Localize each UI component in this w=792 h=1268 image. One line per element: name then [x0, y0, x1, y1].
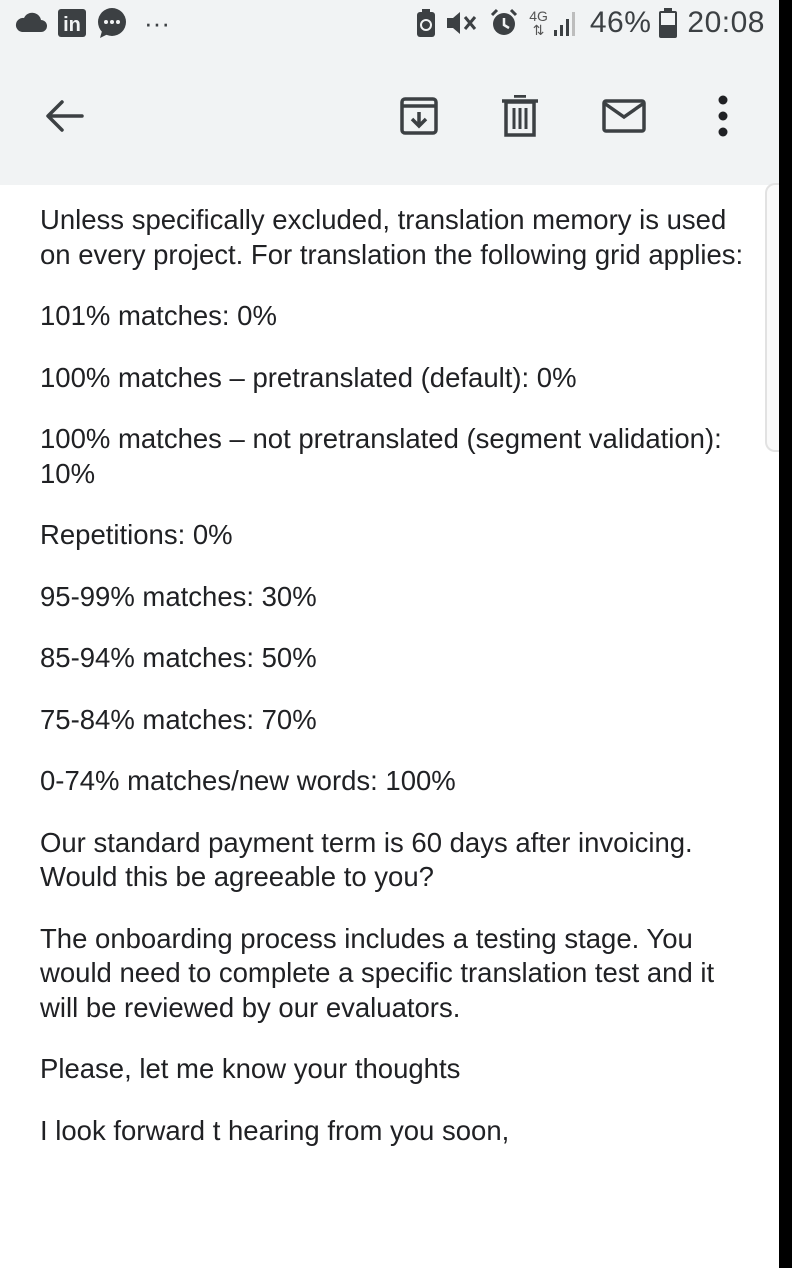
mark-unread-button[interactable] [598, 90, 650, 142]
email-paragraph: I look forward t hearing from you soon, [40, 1114, 510, 1146]
email-paragraph: Our standard payment term is 60 days after invoicing. Would this be agreeable to you? [40, 826, 693, 892]
more-options-button[interactable] [697, 90, 749, 142]
save-battery-icon [417, 9, 435, 37]
more-notifications-icon: ··· [144, 7, 170, 38]
chat-bubble-icon [96, 7, 128, 39]
delete-icon [501, 95, 539, 137]
email-paragraph: Unless specifically excluded, translation memory is used on every project. For translation the following grid applies: [40, 204, 744, 270]
email-paragraph: 0-74% matches/new words: 100% [40, 765, 456, 796]
mark-unread-icon [602, 99, 646, 133]
email-paragraph: 75-84% matches: 70% [40, 703, 317, 735]
email-body [40, 203, 755, 1175]
alarm-icon [489, 8, 519, 38]
scrollbar[interactable] [765, 183, 779, 452]
email-paragraph: 100% matches – pretranslated (default): 0% [40, 361, 577, 393]
battery-icon [659, 8, 677, 38]
email-paragraph: 100% matches – not pretranslated (segment validation): 10% [40, 423, 722, 489]
email-app-bar [0, 46, 779, 185]
signal-icon [554, 10, 580, 36]
status-bar [0, 0, 779, 46]
battery-percent: 46% [589, 6, 652, 39]
network-type: 4G ⇅ [529, 8, 548, 38]
email-paragraph: Please, let me know your thoughts [40, 1053, 461, 1084]
email-paragraph: Repetitions: 0% [40, 519, 233, 550]
back-arrow-icon [44, 99, 84, 133]
back-button[interactable] [38, 90, 90, 142]
linkedin-label: in [63, 14, 81, 36]
cloud-icon [14, 12, 48, 34]
delete-button[interactable] [494, 90, 546, 142]
email-paragraph: 95-99% matches: 30% [40, 580, 317, 612]
email-paragraph: The onboarding process includes a testing stage. You would need to complete a specific translation test and it will be reviewed by our evaluators. [40, 922, 715, 1023]
status-bar-system [417, 4, 765, 42]
more-vert-icon [717, 95, 729, 137]
mute-icon [445, 9, 479, 37]
email-paragraph: 101% matches: 0% [40, 300, 277, 331]
archive-icon [399, 96, 439, 136]
status-bar-notifications [14, 6, 180, 40]
archive-button[interactable] [393, 90, 445, 142]
email-paragraph: 85-94% matches: 50% [40, 642, 317, 673]
linkedin-icon [58, 9, 86, 37]
clock: 20:08 [687, 6, 765, 39]
